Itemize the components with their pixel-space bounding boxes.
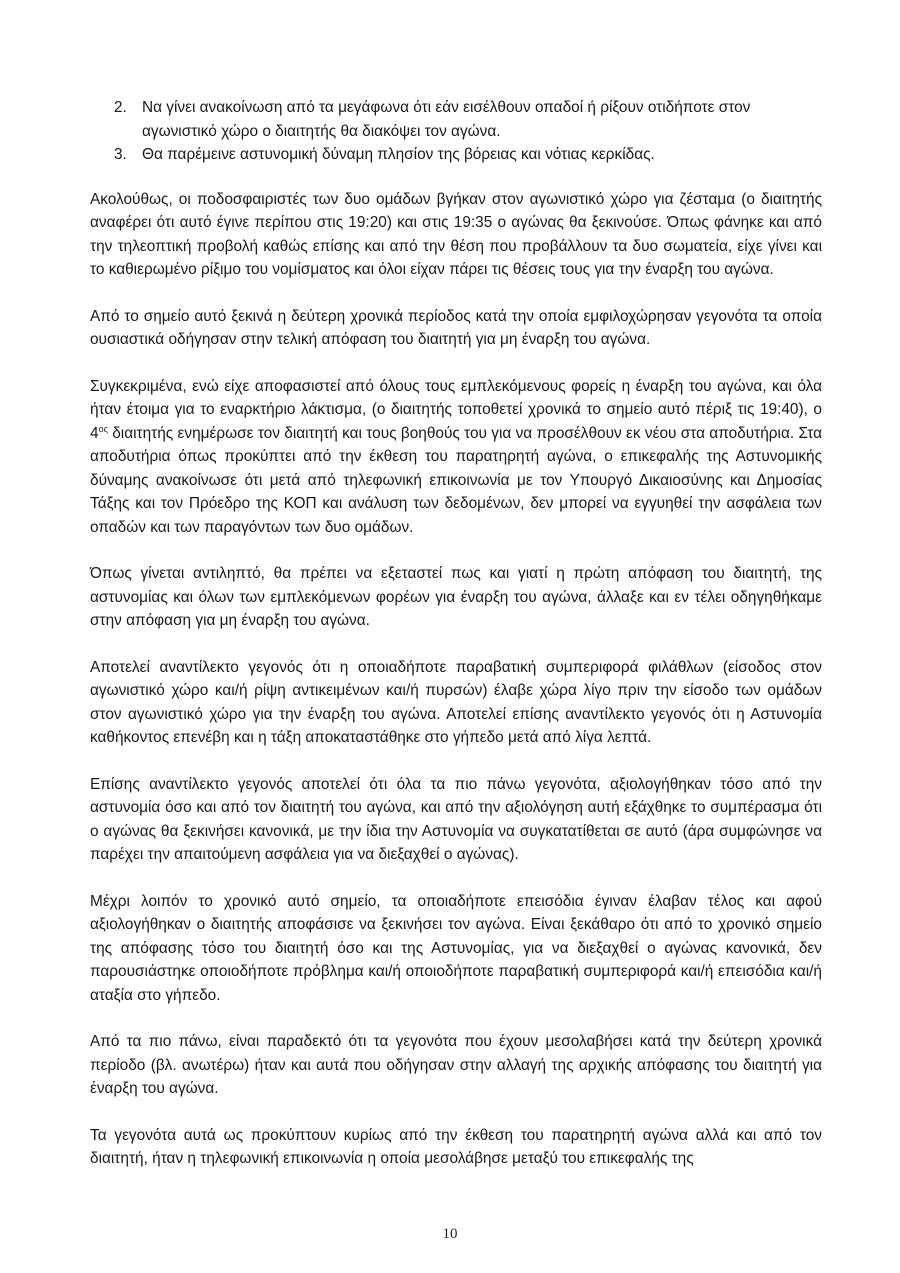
list-item-text: Να γίνει ανακοίνωση από τα μεγάφωνα ότι εάν εισέλθουν οπαδοί ή ρίξουν οτιδήποτε στον αγωνιστικό χώρο ο διαιτητής θα διακόψει τον αγώνα. (142, 99, 751, 140)
paragraph-text: διαιτητής ενημέρωσε τον διαιτητή και τους βοηθούς του για να προσέλθουν εκ νέου στα αποδυτήρια. Στα αποδυτήρια όπως προκύπτει από την έκθεση του παρατηρητή αγώνα, ο επικεφαλής της Αστυνομικής δύναμης ανακοίνωσε ότι μετά από τηλεφωνική επικοινωνία με τον Υπουργό Δικαιοσύνης και Δημοσίας Τάξης και τον Πρόεδρο της ΚΟΠ και ανάλυση των δεδομένων, δεν μπορεί να εγγυηθεί την ασφάλεια των οπαδών και των παραγόντων των δυο ομάδων. (90, 424, 822, 536)
list-item-text: Θα παρέμεινε αστυνομική δύναμη πλησίον της βόρειας και νότιας κερκίδας. (142, 146, 655, 163)
page-body (90, 96, 822, 1171)
paragraph: Από το σημείο αυτό ξεκινά η δεύτερη χρονικά περίοδος κατά την οποία εμφιλοχώρησαν γεγονότα τα οποία ουσιαστικά οδήγησαν στην τελική απόφαση του διαιτητή για μη έναρξη του αγώνα. (90, 307, 822, 348)
numbered-list (90, 96, 822, 167)
paragraph: Από τα πιο πάνω, είναι παραδεκτό ότι τα γεγονότα που έχουν μεσολαβήσει κατά την δεύτερη χρονικά περίοδο (βλ. ανωτέρω) ήταν και αυτά που οδήγησαν στην αλλαγή της αρχικής απόφασης του διαιτητή για έναρξη του αγώνα. (90, 1033, 822, 1097)
paragraph: Μέχρι λοιπόν το χρονικό αυτό σημείο, τα οποιαδήποτε επεισόδια έγιναν έλαβαν τέλος και αφού αξιολογήθηκαν ο διαιτητής αποφάσισε να ξεκινήσει τον αγώνα. Είναι ξεκάθαρο ότι από το χρονικό σημείο της απόφασης τόσο του διαιτητή όσο και της Αστυνομίας, για να διεξαχθεί ο αγώνας κανονικά, δεν παρουσιάστηκε οποιοδήποτε πρόβλημα και/ή οποιοδήποτε παραβατική συμπεριφορά και/ή επεισόδια και/ή αταξία στο γήπεδο. (90, 892, 822, 1004)
list-item-number: 2. (114, 99, 127, 116)
paragraph: Όπως γίνεται αντιληπτό, θα πρέπει να εξεταστεί πως και γιατί η πρώτη απόφαση του διαιτητή, της αστυνομίας και όλων των εμπλεκόμενων φορέων για έναρξη του αγώνα, άλλαξε και εν τέλει οδηγηθήκαμε στην απόφαση για μη έναρξη του αγώνα. (90, 565, 822, 629)
page-number: 10 (442, 1226, 458, 1242)
list-item (90, 96, 822, 143)
paragraph: Ακολούθως, οι ποδοσφαιριστές των δυο ομάδων βγήκαν στον αγωνιστικό χώρο για ζέσταμα (ο διαιτητής αναφέρει ότι αυτό έγινε περίπου στις 19:20) και στις 19:35 ο αγώνας θα ξεκινούσε. Όπως φάνηκε και από την τηλεοπτική προβολή καθώς επίσης και από την θέση που προβάλλουν τα δυο σωματεία, είχε γίνει και το καθιερωμένο ρίξιμο του νομίσματος και όλοι είχαν πάρει τις θέσεις τους για την έναρξη του αγώνα. (90, 190, 822, 278)
list-item (90, 143, 822, 167)
paragraph: Επίσης αναντίλεκτο γεγονός αποτελεί ότι όλα τα πιο πάνω γεγονότα, αξιολογήθηκαν τόσο από την αστυνομία όσο και από τον διαιτητή του αγώνα, και από την αξιολόγηση αυτή εξάχθηκε το συμπέρασμα ότι ο αγώνας θα ξεκινήσει κανονικά, με την ίδια την Αστυνομία να συγκατατίθεται σε αυτό (άρα συμφώνησε να παρέχει την απαιτούμενη ασφάλεια για να διεξαχθεί ο αγώνας). (90, 775, 822, 863)
ordinal-superscript: ος (98, 423, 108, 434)
paragraph: Τα γεγονότα αυτά ως προκύπτουν κυρίως από την έκθεση του παρατηρητή αγώνα αλλά και από τον διαιτητή, ήταν η τηλεφωνική επικοινωνία η οποία μεσολάβησε μεταξύ του επικεφαλής της (90, 1126, 822, 1167)
paragraph: Αποτελεί αναντίλεκτο γεγονός ότι η οποιαδήποτε παραβατική συμπεριφορά φιλάθλων (είσοδος στον αγωνιστικό χώρο και/ή ρίψη αντικειμένων και/ή πυρσών) έλαβε χώρα λίγο πριν την είσοδο των ομάδων στον αγωνιστικό χώρο για την έναρξη του αγώνα. Αποτελεί επίσης αναντίλεκτο γεγονός ότι η Αστυνομία καθήκοντος επενέβη και η τάξη αποκαταστάθηκε στο γήπεδο μετά από λίγα λεπτά. (90, 658, 822, 746)
paragraph (90, 375, 822, 540)
paragraph-text: Συγκεκριμένα, ενώ είχε αποφασιστεί από όλους τους εμπλεκόμενους φορείς η έναρξη του αγώνα, και όλα ήταν έτοιμα για το εναρκτήριο λάκτισμα, (ο διαιτητής τοποθετεί χρονικά το σημείο αυτό πέριξ τις 19:40), ο 4 (90, 377, 822, 442)
list-item-number: 3. (114, 146, 127, 163)
